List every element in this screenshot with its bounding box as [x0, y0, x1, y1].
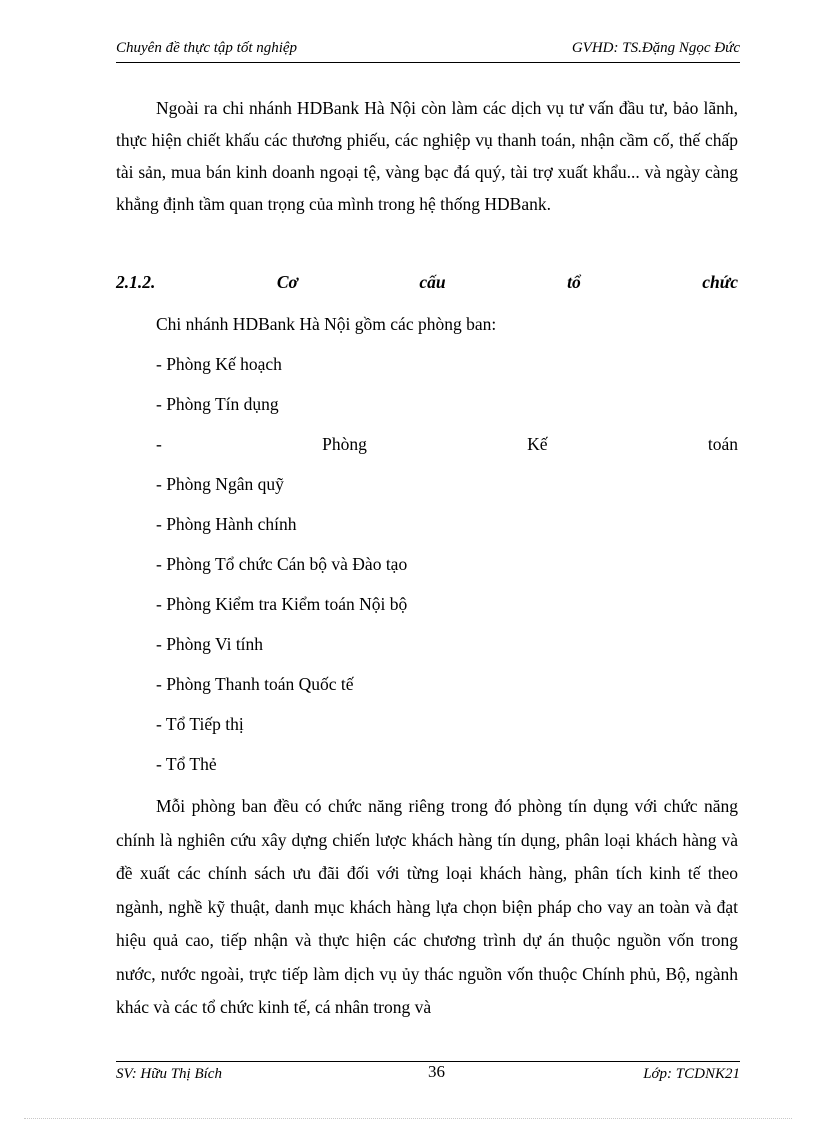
intro-paragraph: Ngoài ra chi nhánh HDBank Hà Nội còn làm các dịch vụ tư vấn đầu tư, bảo lãnh, thực hiện chiết khấu các thương phiếu, các nghiệp vụ thanh toán, nhận cầm cố, thế chấp tài sản, mua bán kinh doanh ngoại tệ, vàng bạc đá quý, tài trợ xuất khẩu... và ngày càng khẳng định tầm quan trọng của mình trong hệ thống HDBank. [116, 98, 738, 214]
header-supervisor: GVHD: TS.Đặng Ngọc Đức [571, 40, 740, 56]
page-footer [116, 1061, 740, 1086]
section-number: 2.1.2. [116, 272, 156, 292]
list-item: - Tổ Tiếp thị [156, 714, 244, 734]
list-item: - Phòng Tín dụng [156, 394, 279, 414]
page-edge-divider [24, 1118, 792, 1119]
page-header [116, 40, 740, 63]
spread-word: toán [707, 434, 738, 454]
page-number: 36 [428, 1062, 445, 1081]
departments-intro: Chi nhánh HDBank Hà Nội gồm các phòng ban: [156, 314, 497, 334]
list-item: - Phòng Ngân quỹ [156, 474, 284, 494]
footer-class: Lớp: TCDNK21 [643, 1066, 740, 1082]
section-word: Cơ [276, 272, 298, 292]
spread-word: Phòng [322, 434, 367, 454]
closing-paragraph: Mỗi phòng ban đều có chức năng riêng trong đó phòng tín dụng với chức năng chính là nghiên cứu xây dựng chiến lược khách hàng tín dụng, phân loại khách hàng và đề xuất các chính sách ưu đãi đối với từng loại khách hàng, phân tích kinh tế theo ngành, nghề kỹ thuật, danh mục khách hàng lựa chọn biện pháp cho vay an toàn và đạt hiệu quả cao, tiếp nhận và thực hiện các chương trình dự án thuộc nguồn vốn trong nước, nước ngoài, trực tiếp làm dịch vụ ủy thác nguồn vốn thuộc Chính phủ, Bộ, ngành khác và các tổ chức kinh tế, cá nhân trong và [116, 796, 738, 1017]
list-item-spread [156, 434, 738, 455]
list-item: - Phòng Kế hoạch [156, 354, 282, 374]
spread-word: Kế [527, 434, 548, 454]
list-item: - Phòng Vi tính [156, 634, 264, 654]
section-heading [116, 272, 738, 293]
section-word: cấu [419, 272, 446, 292]
list-item: - Phòng Thanh toán Quốc tế [156, 674, 354, 694]
list-item: - Phòng Tổ chức Cán bộ và Đào tạo [156, 554, 408, 574]
footer-student: SV: Hữu Thị Bích [116, 1066, 222, 1082]
header-title: Chuyên đề thực tập tốt nghiệp [116, 40, 298, 56]
list-item: - Phòng Kiểm tra Kiểm toán Nội bộ [156, 594, 408, 614]
spread-word: - [156, 434, 162, 454]
list-item: - Phòng Hành chính [156, 514, 297, 534]
section-word: tổ [567, 272, 581, 292]
list-item: - Tổ Thẻ [156, 754, 217, 774]
section-word: chức [702, 272, 738, 292]
